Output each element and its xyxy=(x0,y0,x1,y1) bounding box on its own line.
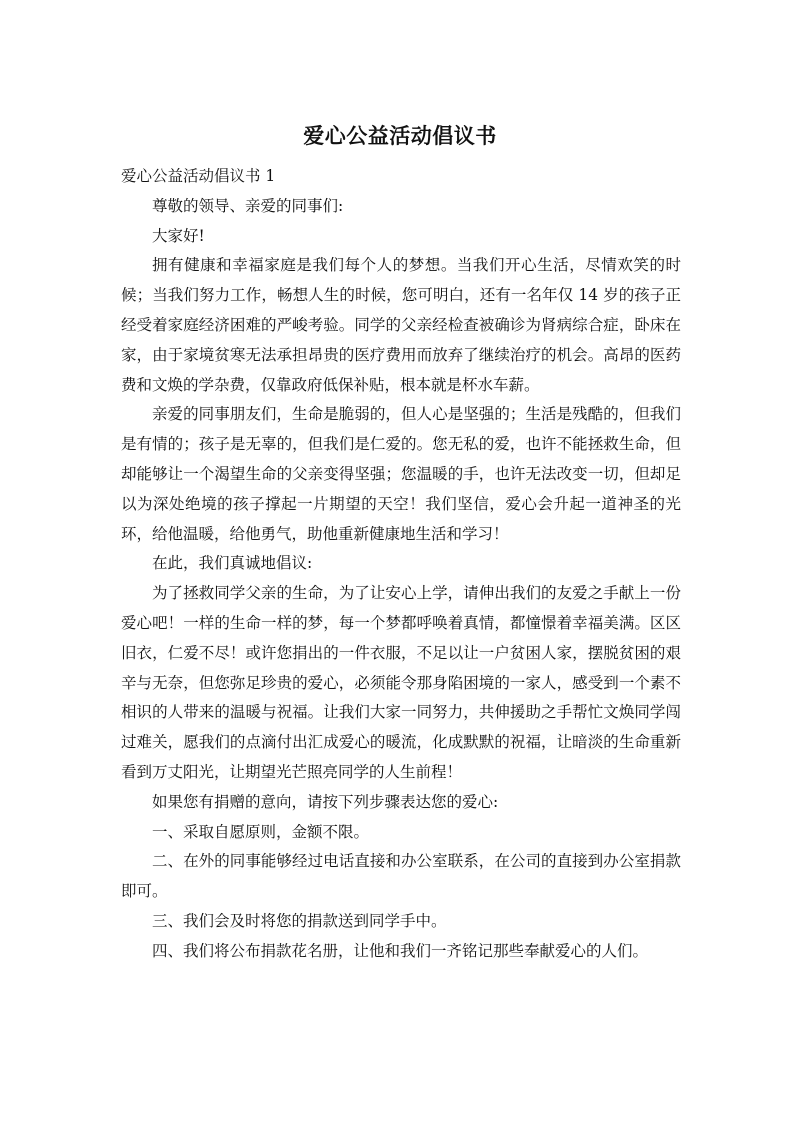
step-item: 一、采取自愿原则，金额不限。 xyxy=(152,822,370,841)
body-paragraph: 亲爱的同事朋友们，生命是脆弱的，但人心是坚强的；生活是残酷的，但我们是有情的；孩子是无辜的，但我们是仁爱的。您无私的爱，也许不能拯救生命，但却能够让一个渴望生命的父亲变得坚强；您温暖的手，也许无法改变一切，但却足以为深处绝境的孩子撑起一片期望的天空！我们坚信，爱心会升起一道神圣的光环，给他温暖，给他勇气，助他重新健康地生活和学习！ xyxy=(121,405,681,543)
body-paragraph: 为了拯救同学父亲的生命，为了让安心上学，请伸出我们的友爱之手献上一份爱心吧！一样的生命一样的梦，每一个梦都呼唤着真情，都憧憬着幸福美满。区区旧衣，仁爱不尽！或许您捐出的一件衣服，不足以让一户贫困人家，摆脱贫困的艰辛与无奈，但您弥足珍贵的爱心，必须能令那身陷困境的一家人，感受到一个素不相识的人带来的温暖与祝福。让我们大家一同努力，共伸援助之手帮忙文焕同学闯过难关，愿我们的点滴付出汇成爱心的暖流，化成默默的祝福，让暗淡的生命重新看到万丈阳光，让期望光芒照亮同学的人生前程！ xyxy=(121,584,681,781)
step-item: 二、在外的同事能够经过电话直接和办公室联系，在公司的直接到办公室捐款即可。 xyxy=(121,852,681,901)
document-body xyxy=(121,162,681,967)
step-item: 四、我们将公布捐款花名册，让他和我们一齐铭记那些奉献爱心的人们。 xyxy=(152,941,649,960)
document-title: 爱心公益活动倡议书 xyxy=(303,124,497,148)
step-item: 三、我们会及时将您的捐款送到同学手中。 xyxy=(152,911,447,930)
body-paragraph: 如果您有捐赠的意向，请按下列步骤表达您的爱心: xyxy=(152,792,499,811)
body-paragraph: 在此，我们真诚地倡议: xyxy=(152,554,313,573)
greeting-paragraph: 大家好! xyxy=(152,226,205,245)
body-paragraph: 拥有健康和幸福家庭是我们每个人的梦想。当我们开心生活，尽情欢笑的时候；当我们努力工作，畅想人生的时候，您可明白，还有一名年仅 14 岁的孩子正经受着家庭经济困难的严峻考验。同学的父亲经检查被确诊为肾病综合症，卧床在家，由于家境贫寒无法承担昂贵的医疗费用而放弃了继续治疗的机会。高昂的医药费和文焕的学杂费，仅靠政府低保补贴，根本就是杯水车薪。 xyxy=(121,256,681,394)
document-subtitle: 爱心公益活动倡议书 1 xyxy=(121,167,276,185)
salutation-paragraph: 尊敬的领导、亲爱的同事们: xyxy=(152,196,344,215)
